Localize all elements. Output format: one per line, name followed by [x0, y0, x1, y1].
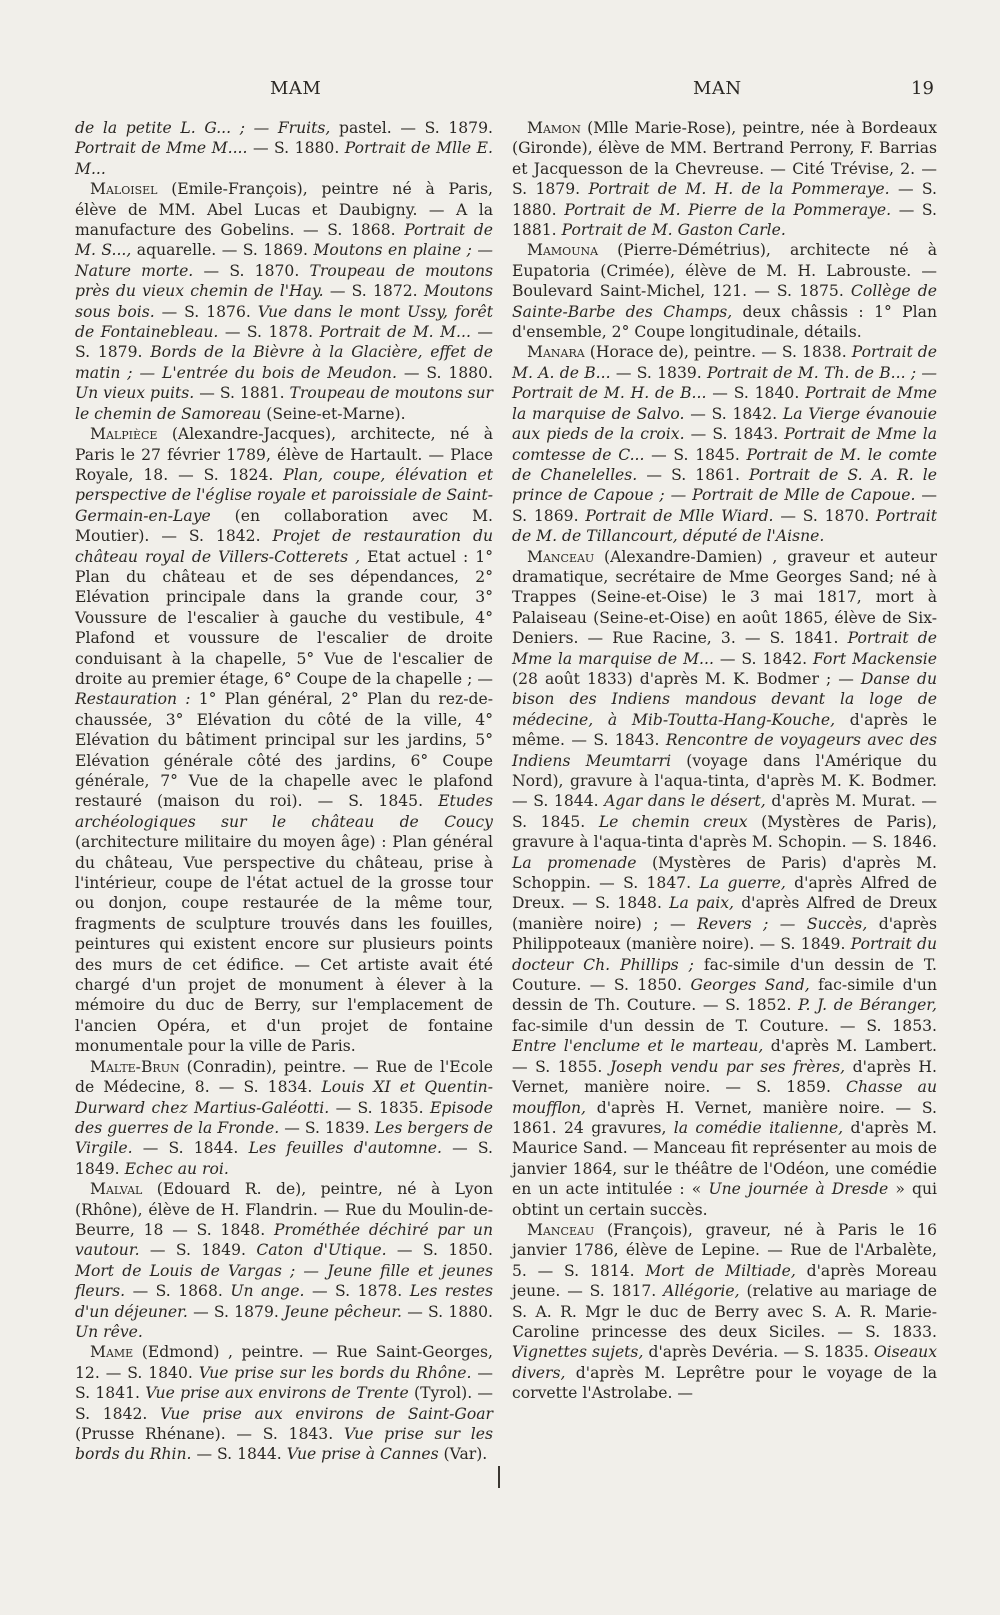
left-column-entry: Malpièce (Alexandre-Jacques), architecte, né à Paris le 27 février 1789, élève de Hartault. — Place Royale, 18. — S. 1824. Plan, coupe, élévation et perspective de l'église royale et paroissiale de Saint-Germain-en-Laye (en collaboration avec M. Moutier). — S. 1842. Projet de restauration du château royal de Villers-Cotterets , Etat actuel : 1° Plan du château et de ses dépendances, 2° Elévation principale dans la grande cour, 3° Voussure de l'escalier à gauche du vestibule, 4° Plafond et voussure de l'escalier de droite conduisant à la chapelle, 5° Vue de l'escalier de droite au premier étage, 6° Coupe de la chapelle ; — Restauration : 1° Plan général, 2° Plan du rez-de-chaussée, 3° Elévation du côté de la ville, 4° Elévation du bâtiment principal sur les jardins, 5° Elévation générale côté des jardins, 6° Coupe générale, 7° Vue de la chapelle avec le plafond restauré (maison du roi). — S. 1845. Etudes archéologiques sur le château de Coucy (architecture militaire du moyen âge) : Plan général du château, Vue perspective du château, prise à l'intérieur, coupe de l'état actuel de la grosse tour ou donjon, coupe restaurée de la même tour, fragments de sculpture trouvés dans les fouilles, peintures qui existent encore sur plusieurs points des murs de cet édifice. — Cet artiste avait été chargé d'un projet de monument à élever à la mémoire du duc de Berry, sur l'emplacement de l'ancien Opéra, et d'un projet de fontaine monumentale pour la ville de Paris.	[75, 425, 494, 1056]
left-column-entry: Maloisel (Emile-François), peintre né à Paris, élève de MM. Abel Lucas et Daubigny. — A la manufacture des Gobelins. — S. 1868. Portrait de M. S..., aquarelle. — S. 1869. Moutons en plaine ; — Nature morte. — S. 1870. Troupeau de moutons près du vieux chemin de l'Hay. — S. 1872. Moutons sous bois. — S. 1876. Vue dans le mont Ussy, forêt de Fontainebleau. — S. 1878. Portrait de M. M... — S. 1879. Bords de la Bièvre à la Glacière, effet de matin ; — L'entrée du bois de Meudon. — S. 1880. Un vieux puits. — S. 1881. Troupeau de moutons sur le chemin de Samoreau (Seine-et-Marne).	[75, 180, 494, 423]
column-divider	[500, 120, 501, 1490]
left-column	[75, 118, 493, 1465]
right-column	[512, 118, 937, 1404]
column-end-mark	[498, 1466, 500, 1488]
right-column-entry: Mamon (Mlle Marie-Rose), peintre, née à Bordeaux (Gironde), élève de MM. Bertrand Perrony, F. Barrias et Jacquesson de la Chevreuse. — Cité Trévise, 2. — S. 1879. Portrait de M. H. de la Pommeraye. — S. 1880. Portrait de M. Pierre de la Pommeraye. — S. 1881. Portrait de M. Gaston Carle.	[512, 119, 937, 240]
left-column-entry: de la petite L. G... ; — Fruits, pastel. — S. 1879. Portrait de Mme M.... — S. 1880. Portrait de Mlle E. M...	[75, 119, 493, 178]
header-left-guideword: MAM	[270, 78, 322, 99]
left-column-entry: Malte-Brun (Conradin), peintre. — Rue de l'Ecole de Médecine, 8. — S. 1834. Louis XI et Quentin-Durward chez Martius-Galéotti. — S. 1835. Episode des guerres de la Fronde. — S. 1839. Les bergers de Virgile. — S. 1844. Les feuilles d'automne. — S. 1849. Echec au roi.	[75, 1057, 494, 1178]
right-column-entry: Manceau (François), graveur, né à Paris le 16 janvier 1786, élève de Lepine. — Rue de l'Arbalète, 5. — S. 1814. Mort de Miltiade, d'après Moreau jeune. — S. 1817. Allégorie, (relative au mariage de S. A. R. Mgr le duc de Berry avec S. A. R. Marie-Caroline princesse des deux Siciles. — S. 1833. Vignettes sujets, d'après Devéria. — S. 1835. Oiseaux divers, d'après M. Leprêtre pour le voyage de la corvette l'Astrolabe. —	[512, 1220, 938, 1403]
left-column-entry: Mame (Edmond) , peintre. — Rue Saint-Georges, 12. — S. 1840. Vue prise sur les bords du Rhône. — S. 1841. Vue prise aux environs de Trente (Tyrol). — S. 1842. Vue prise aux environs de Saint-Goar (Prusse Rhénane). — S. 1843. Vue prise sur les bords du Rhin. — S. 1844. Vue prise à Cannes (Var).	[75, 1343, 494, 1464]
page-number: 19	[911, 78, 934, 99]
right-column-entry: Manara (Horace de), peintre. — S. 1838. Portrait de M. A. de B... — S. 1839. Portrait de M. Th. de B... ; — Portrait de M. H. de B... — S. 1840. Portrait de Mme la marquise de Salvo. — S. 1842. La Vierge évanouie aux pieds de la croix. — S. 1843. Portrait de Mme la comtesse de C... — S. 1845. Portrait de M. le comte de Chanelelles. — S. 1861. Portrait de S. A. R. le prince de Capoue ; — Portrait de Mlle de Capoue. — S. 1869. Portrait de Mlle Wiard. — S. 1870. Portrait de M. de Tillancourt, député de l'Aisne.	[512, 343, 938, 546]
running-header	[0, 78, 1000, 108]
right-column-entry: Manceau (Alexandre-Damien) , graveur et auteur dramatique, secrétaire de Mme Georges Sand; né à Trappes (Seine-et-Oise) le 3 mai 1817, mort à Palaiseau (Seine-et-Oise) en août 1865, élève de Six-Deniers. — Rue Racine, 3. — S. 1841. Portrait de Mme la marquise de M... — S. 1842. Fort Mackensie (28 août 1833) d'après M. K. Bodmer ; — Danse du bison des Indiens mandous devant la loge de médecine, à Mib-Toutta-Hang-Kouche, d'après le même. — S. 1843. Rencontre de voyageurs avec des Indiens Meumtarri (voyage dans l'Amérique du Nord), gravure à l'aqua-tinta, d'après M. K. Bodmer. — S. 1844. Agar dans le désert, d'après M. Murat. — S. 1845. Le chemin creux (Mystères de Paris), gravure à l'aqua-tinta d'après M. Schopin. — S. 1846. La promenade (Mystères de Paris) d'après M. Schoppin. — S. 1847. La guerre, d'après Alfred de Dreux. — S. 1848. La paix, d'après Alfred de Dreux (manière noire) ; — Revers ; — Succès, d'après Philippoteaux (manière noire). — S. 1849. Portrait du docteur Ch. Phillips ; fac-simile d'un dessin de T. Couture. — S. 1850. Georges Sand, fac-simile d'un dessin de Th. Couture. — S. 1852. P. J. de Béranger, fac-simile d'un dessin de T. Couture. — S. 1853. Entre l'enclume et le marteau, d'après M. Lambert. — S. 1855. Joseph vendu par ses frères, d'après H. Vernet, manière noire. — S. 1859. Chasse au moufflon, d'après H. Vernet, manière noire. — S. 1861. 24 gravures, la comédie italienne, d'après M. Maurice Sand. — Manceau fit représenter au mois de janvier 1864, sur le théâtre de l'Odéon, une comédie en un acte intitulée : « Une journée à Dresde » qui obtint un certain succès.	[512, 547, 938, 1219]
right-column-entry: Mamouna (Pierre-Démétrius), architecte né à Eupatoria (Crimée), élève de M. H. Labrouste. — Boulevard Saint-Michel, 121. — S. 1875. Collège de Sainte-Barbe des Champs, deux châssis : 1° Plan d'ensemble, 2° Coupe longitudinale, détails.	[512, 241, 937, 342]
header-right-guideword: MAN	[693, 78, 742, 99]
left-column-entry: Malval (Edouard R. de), peintre, né à Lyon (Rhône), élève de H. Flandrin. — Rue du Moulin-de-Beurre, 18 — S. 1848. Prométhée déchiré par un vautour. — S. 1849. Caton d'Utique. — S. 1850. Mort de Louis de Vargas ; — Jeune fille et jeunes fleurs. — S. 1868. Un ange. — S. 1878. Les restes d'un déjeuner. — S. 1879. Jeune pêcheur. — S. 1880. Un rêve.	[75, 1180, 493, 1341]
